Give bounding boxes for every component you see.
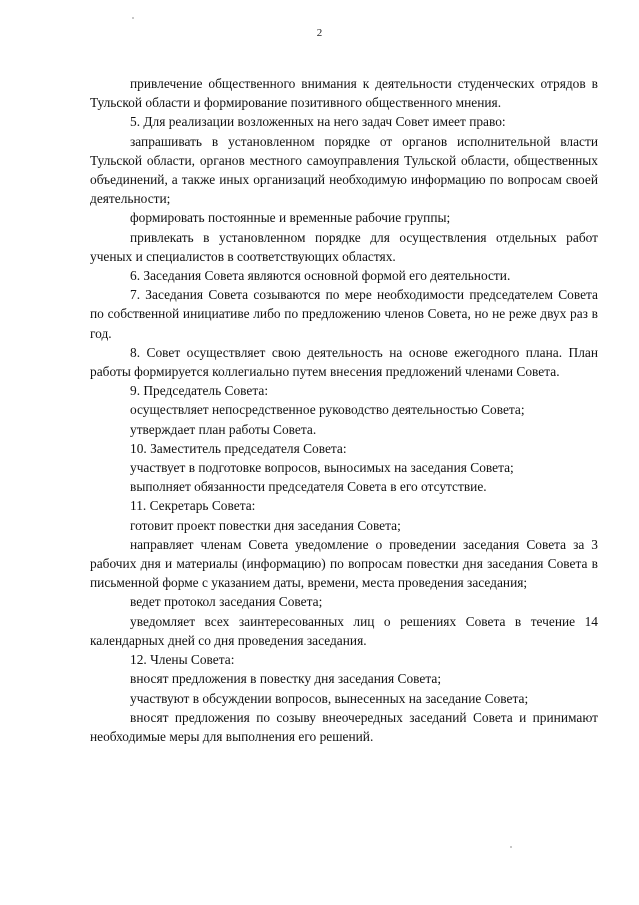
paragraph: выполняет обязанности председателя Совета в его отсутствие. bbox=[130, 479, 487, 495]
paragraph: 6. Заседания Совета являются основной формой его деятельности. bbox=[130, 268, 511, 284]
paragraph: участвуют в обсуждении вопросов, вынесенных на заседание Совета; bbox=[130, 690, 529, 706]
paragraph: ведет протокол заседания Совета; bbox=[130, 594, 323, 610]
paragraph: утверждает план работы Совета. bbox=[130, 421, 317, 437]
paragraph: запрашивать в установленном порядке от органов исполнительной власти Тульской области, органов местного самоуправления Тульской области, общественных объединений, а также иных организаций необходимую информацию по вопросам своей деятельности; bbox=[90, 133, 598, 207]
paragraph: уведомляет всех заинтересованных лиц о решениях Совета в течение 14 календарных дней со дня проведения заседания. bbox=[90, 613, 598, 648]
paragraph: готовит проект повестки дня заседания Совета; bbox=[130, 517, 401, 533]
page-number: 2 bbox=[316, 27, 323, 39]
paragraph: 9. Председатель Совета: bbox=[130, 383, 269, 399]
paragraph: вносят предложения в повестку дня заседания Совета; bbox=[130, 671, 442, 687]
paragraph: вносят предложения по созыву внеочередных заседаний Совета и принимают необходимые меры для выполнения его решений. bbox=[90, 709, 598, 744]
paragraph: 10. Заместитель председателя Совета: bbox=[130, 440, 347, 456]
paragraph: привлекать в установленном порядке для осуществления отдельных работ ученых и специалистов в соответствующих областях. bbox=[90, 229, 598, 264]
scan-speck bbox=[510, 846, 512, 848]
paragraph: 8. Совет осуществляет свою деятельность на основе ежегодного плана. План работы формируется коллегиально путем внесения предложений членами Совета. bbox=[90, 344, 598, 380]
paragraph: 7. Заседания Совета созываются по мере необходимости председателем Совета по собственной инициативе либо по предложению членов Совета, но не реже двух раз в год. bbox=[90, 287, 598, 341]
paragraph: направляет членам Совета уведомление о проведении заседания Совета за 3 рабочих дня и материалы (информацию) по вопросам повестки дня заседания Совета в письменной форме с указанием даты, времени, места проведения заседания; bbox=[90, 536, 598, 591]
paragraph: осуществляет непосредственное руководство деятельностью Совета; bbox=[130, 402, 525, 418]
paragraph: формировать постоянные и временные рабочие группы; bbox=[130, 210, 451, 226]
paragraph: 11. Секретарь Совета: bbox=[130, 498, 256, 514]
scan-speck bbox=[132, 17, 134, 19]
document-body bbox=[90, 74, 598, 746]
paragraph: 5. Для реализации возложенных на него задач Совет имеет право: bbox=[130, 114, 506, 130]
paragraph: участвует в подготовке вопросов, выносимых на заседания Совета; bbox=[130, 460, 514, 476]
paragraph: 12. Члены Совета: bbox=[130, 652, 235, 668]
paragraph: привлечение общественного внимания к деятельности студенческих отрядов в Тульской области и формирование позитивного общественного мнения. bbox=[90, 76, 598, 111]
